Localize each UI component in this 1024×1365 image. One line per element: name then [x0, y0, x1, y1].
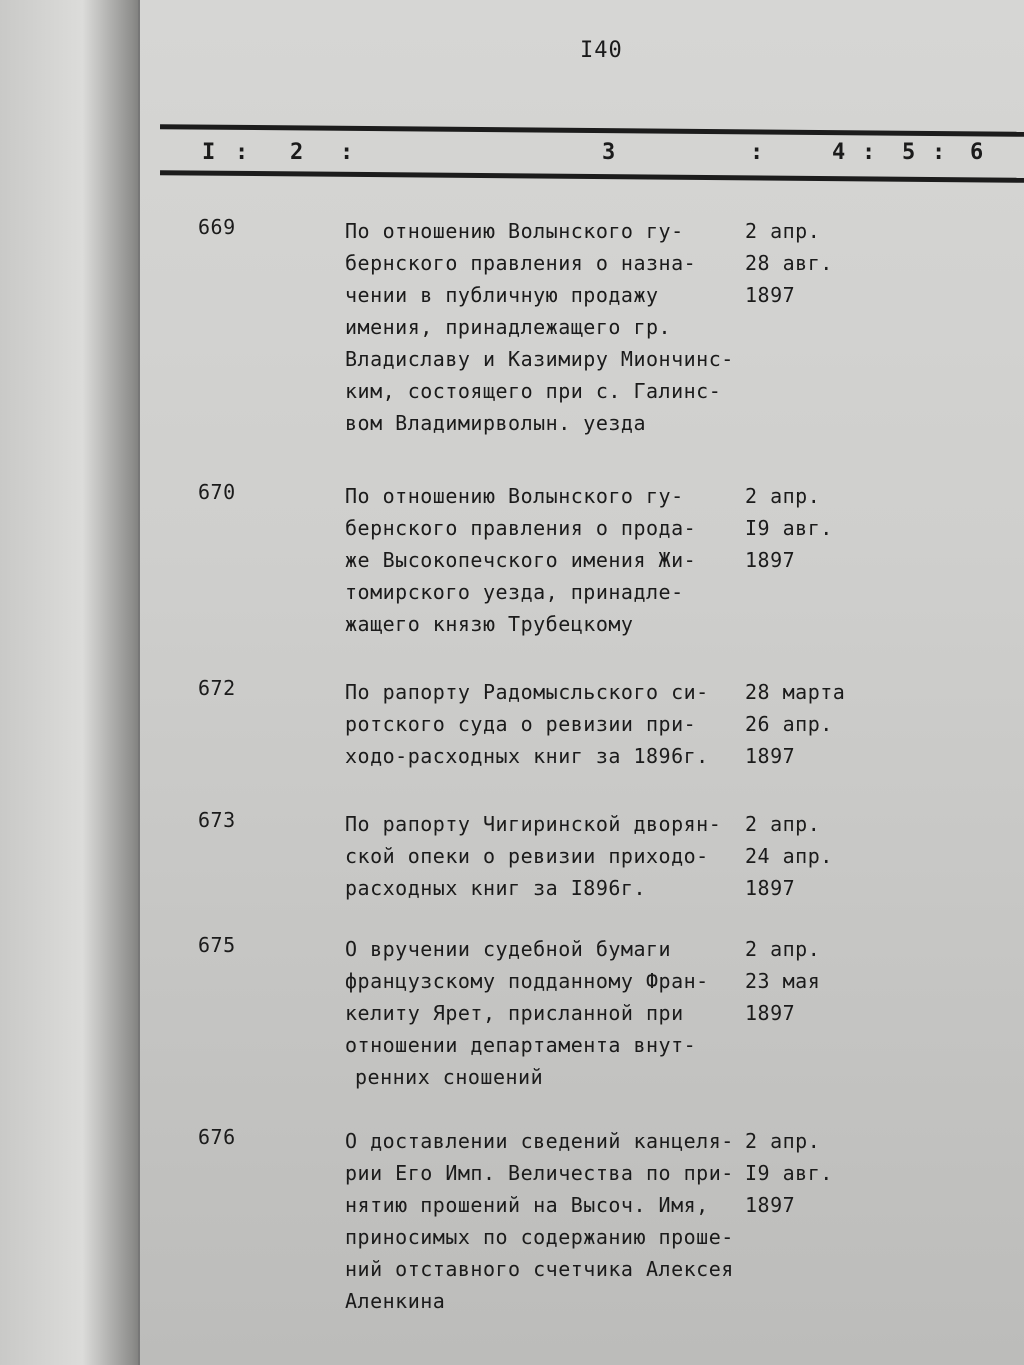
column-header-row [160, 140, 1024, 170]
entry-number: 673 [198, 808, 236, 832]
entry-dates: 2 апр. I9 авг. 1897 [745, 484, 833, 572]
column-separator: : [932, 140, 946, 165]
column-header-4: 4 [832, 140, 846, 165]
entry-dates: 2 апр. 28 авг. 1897 [745, 219, 833, 307]
entry-description: По отношению Волынского гу- бернского правления о прода- же Высокопечского имения Жи- томирского уезда, принадле- жащего князю Трубецкому [345, 484, 697, 636]
column-header-2: 2 [290, 140, 304, 165]
entry-number: 672 [198, 676, 236, 700]
entry-description: О вручении судебной бумаги французскому подданному Фран- келиту Ярет, присланной при отношении департамента внут- ренних сношений [345, 937, 709, 1089]
document-page [138, 0, 1024, 1365]
column-separator: : [340, 140, 354, 165]
entry-number: 669 [198, 215, 236, 239]
entry-dates: 2 апр. I9 авг. 1897 [745, 1129, 833, 1217]
column-separator: : [862, 140, 876, 165]
column-header-6: 6 [970, 140, 984, 165]
entry-description: По отношению Волынского гу- бернского правления о назна- чении в публичную продажу имения, принадлежащего гр. Владиславу и Казимиру Миончинс- ким, состоящего при с. Галинс- вом Владимирволын. уезда [345, 219, 734, 435]
entry-number: 675 [198, 933, 236, 957]
header-rule-bottom [160, 170, 1024, 183]
entry-description: По рапорту Чигиринской дворян- ской опеки о ревизии приходо- расходных книг за I896г. [345, 812, 722, 900]
entry-description: По рапорту Радомысльского си- ротского суда о ревизии при- ходо-расходных книг за 1896г. [345, 680, 709, 768]
page-number: I40 [580, 38, 623, 63]
entry-number: 670 [198, 480, 236, 504]
column-separator: : [235, 140, 249, 165]
entry-description: О доставлении сведений канцеля- рии Его Имп. Величества по при- нятию прошений на Высоч. Имя, приносимых по содержанию проше- ний отставного счетчика Алексея Аленкина [345, 1129, 734, 1313]
column-header-3: 3 [602, 140, 616, 165]
column-separator: : [750, 140, 764, 165]
header-rule-top [160, 124, 1024, 137]
column-header-5: 5 [902, 140, 916, 165]
book-gutter [0, 0, 150, 1365]
entry-dates: 2 апр. 24 апр. 1897 [745, 812, 833, 900]
entry-dates: 2 апр. 23 мая 1897 [745, 937, 821, 1025]
entry-dates: 28 марта 26 апр. 1897 [745, 680, 846, 768]
entry-number: 676 [198, 1125, 236, 1149]
column-header-1: I [202, 140, 216, 165]
